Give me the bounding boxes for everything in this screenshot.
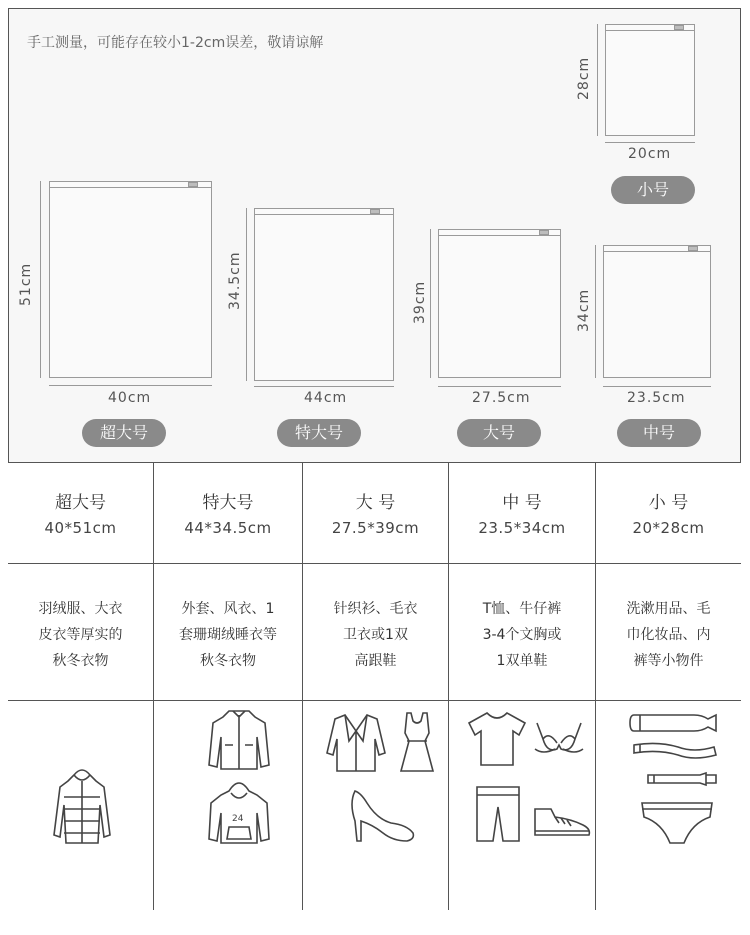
table-desc-cell: T恤、牛仔裤 3-4个文胸或 1双单鞋 — [449, 564, 596, 701]
table-header-cell: 超大号 40*51cm — [8, 462, 154, 564]
table-icon-cell — [596, 701, 741, 910]
bag-m-label: 中号 — [617, 419, 701, 447]
jacket-icon — [207, 707, 271, 771]
bag-m — [603, 245, 711, 378]
bra-icon — [533, 719, 585, 759]
bag-l-width: 27.5cm — [472, 390, 531, 406]
shoe-icon — [531, 803, 593, 841]
table-icon-cell — [154, 701, 303, 910]
bag-xxl-width: 40cm — [108, 390, 152, 406]
tshirt-icon — [467, 711, 527, 767]
towel-icon — [628, 739, 720, 763]
table-icon-cell — [449, 701, 596, 910]
bag-s — [605, 24, 695, 136]
toothpaste-icon — [644, 769, 724, 789]
size-table — [8, 462, 741, 910]
bag-s-width: 20cm — [628, 146, 672, 162]
table-icon-cell — [303, 701, 449, 910]
table-header-cell: 特大号 44*34.5cm — [154, 462, 303, 564]
shorts-icon — [473, 783, 523, 845]
bag-l-label: 大号 — [457, 419, 541, 447]
dress-icon — [397, 711, 437, 775]
bag-xxl-height: 51cm — [18, 262, 34, 306]
table-desc-cell: 外套、风衣、1 套珊瑚绒睡衣等 秋冬衣物 — [154, 564, 303, 701]
table-header-cell: 中 号 23.5*34cm — [449, 462, 596, 564]
table-header-cell: 大 号 27.5*39cm — [303, 462, 449, 564]
bag-m-height: 34cm — [576, 288, 592, 332]
bag-l — [438, 229, 561, 378]
bag-xl-width: 44cm — [304, 390, 348, 406]
bag-xl-label: 特大号 — [277, 419, 361, 447]
table-icon-cell — [8, 701, 154, 910]
towel-icon — [628, 711, 720, 735]
hoodie-icon — [207, 779, 271, 845]
bag-xl — [254, 208, 394, 381]
bag-xxl — [49, 181, 212, 378]
bag-m-width: 23.5cm — [627, 390, 686, 406]
table-header-cell: 小 号 20*28cm — [596, 462, 741, 564]
bag-s-label: 小号 — [611, 176, 695, 204]
bag-l-height: 39cm — [412, 280, 428, 324]
bag-xl-height: 34.5cm — [227, 251, 243, 310]
table-desc-cell: 针织衫、毛衣 卫衣或1双 高跟鞋 — [303, 564, 449, 701]
bag-s-height: 28cm — [576, 56, 592, 100]
table-desc-cell: 羽绒服、大衣 皮衣等厚实的 秋冬衣物 — [8, 564, 154, 701]
table-desc-cell: 洗漱用品、毛 巾化妆品、内 裤等小物件 — [596, 564, 741, 701]
underwear-icon — [640, 799, 714, 847]
bag-xxl-label: 超大号 — [82, 419, 166, 447]
high-heel-icon — [347, 785, 417, 845]
blazer-icon — [325, 713, 387, 773]
measurement-note: 手工测量，可能存在较小1-2cm误差，敬请谅解 — [27, 35, 324, 51]
svg-text:24: 24 — [232, 814, 244, 824]
down-jacket-icon — [52, 765, 112, 847]
